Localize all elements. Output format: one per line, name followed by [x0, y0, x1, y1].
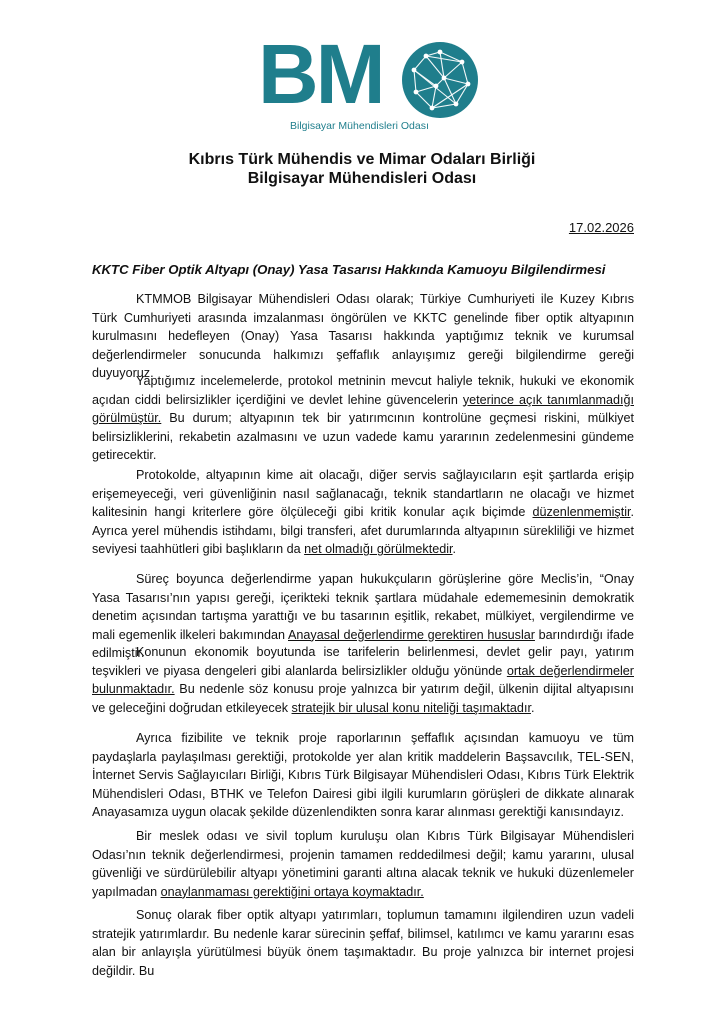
underlined-text: ortak değerlendirmeler bulunmaktadır.	[92, 663, 634, 697]
paragraph-1: KTMMOB Bilgisayar Mühendisleri Odası olarak; Türkiye Cumhuriyeti ile Kuzey Kıbrıs Türk Cumhuriyeti arasında imzalanması öngörülen ve KKTC genelinde fiber optik altyapının kurulmasını hedefleyen (Onay) Yasa Tasarısı hakkında yaptığımız teknik ve kurumsal değerlendirmeler sonucunda halkımızı şeffaflık anlayışımız gereği bilgilendirme gereği duyuyoruz.	[92, 292, 634, 381]
paragraph-8: Sonuç olarak fiber optik altyapı yatırımları, toplumun tamamını ilgilendiren uzun vadeli stratejik yatırımlardır. Bu nedenle karar sürecinin şeffaf, bilimsel, katılımcı ve kamu yararını esas alan bir anlayışla yürütülmesi büyük önem taşımaktadır. Bu proje yalnızca bir internet projesi değildir. Bu	[92, 908, 634, 978]
paragraph-2: Yaptığımız incelemelerde, protokol metninin mevcut haliyle teknik, hukuki ve ekonomik açıdan ciddi belirsizlikler içerdiğini ve devlet lehine güvencelerin yeterince açık tanımlanmadığı görülmüştür. Bu durum; altyapının tek bir yatırımcının kontrolüne geçmesi riskini, mülkiyet belirsizliklerini, rekabetin azalmasını ve uzun vadede kamu yararının zedelenmesini gündeme getirecektir.	[92, 374, 634, 463]
paragraph-3: Protokolde, altyapının kime ait olacağı, diğer servis sağlayıcıların eşit şartlarda erişip erişemeyeceği, veri güvenliğinin nasıl sağlanacağı, teknik standartların ne olacağı ve hizmet kalitesinin hangi kriterlere göre ölçüleceği gibi kritik konular açık biçimde düzenlenmemiştir. Ayrıca yerel mühendis istihdamı, bilgi transferi, afet durumlarında altyapının sürekliliği ve hizmet seviyesi taahhütleri gibi başlıkların da net olmadığı görülmektedir.	[92, 468, 634, 557]
underlined-text: düzenlenmemiştir	[532, 505, 631, 520]
underlined-text: net olmadığı görülmektedir	[304, 542, 453, 557]
header-line-2: Bilgisayar Mühendisleri Odası	[247, 170, 477, 187]
bmo-logo	[258, 27, 488, 138]
document-date: 17.02.2026	[568, 220, 634, 235]
header-line-1: Kıbrıs Türk Mühendis ve Mimar Odaları Birliği	[188, 151, 536, 168]
paragraph-6: Ayrıca fizibilite ve teknik proje raporlarının şeffaflık açısından kamuoyu ve tüm paydaşlarla paylaşılması gerektiği, protokolde yer alan kritik maddelerin Başsavcılık, TEL-SEN, İnternet Servis Sağlayıcıları Birliği, Kıbrıs Türk Bilgisayar Mühendisleri Odası, Kıbrıs Türk Elektrik Mühendisleri Odası, BTHK ve Telefon Dairesi gibi ilgili kurumların görüşleri de dikkate alınarak Anayasamıza uygun olacak şekilde düzenlendikten sonra karar alınması gerektiği kanısındayız.	[92, 731, 634, 820]
network-globe-icon	[400, 40, 480, 120]
paragraph-5: Konunun ekonomik boyutunda ise tarifelerin belirlenmesi, devlet gelir payı, yatırım teşvikleri ve piyasa dengeleri gibi alanlarda belirsizlikler olduğu yönünde ortak değerlendirmeler bulunmaktadır. Bu nedenle söz konusu proje yalnızca bir yatırım değil, ülkenin dijital altyapısını ve geleceğini doğrudan etkileyecek stratejik bir ulusal konu niteliği taşımaktadır.	[92, 645, 634, 715]
underlined-text: Anayasal değerlendirme gerektiren hususlar	[288, 627, 535, 642]
paragraph-7: Bir meslek odası ve sivil toplum kuruluşu olan Kıbrıs Türk Bilgisayar Mühendisleri Odası’nın teknik değerlendirmesi, projenin tamamen reddedilmesi değil; kamu yararını, ulusal güvenliği ve sürdürülebilir altyapı yönetimini garanti altına alacak teknik ve hukuki düzenlemeler yapılmadan onaylanmaması gerektiğini ortaya koymaktadır.	[92, 829, 634, 899]
underlined-text: yeterince açık tanımlanmadığı görülmüştür.	[92, 392, 634, 426]
underlined-text: stratejik bir ulusal konu niteliği taşımaktadır	[291, 700, 531, 715]
paragraph-4: Süreç boyunca değerlendirme yapan hukukçuların görüşlerine göre Meclis’in, “Onay Yasa Tasarısı’nın yapısı gereği, içerikteki teknik şartlara müdahale edememesinin demokratik denetim açısından tartışma yarattığı ve bu tasarının eşitlik, rekabet, mülkiyet, vergilendirme ve mali egemenlik ilkeleri bakımından Anayasal değerlendirme gerektiren hususlar barındırdığı ifade edilmiştir.	[92, 572, 634, 661]
underlined-text: onaylanmaması gerektiğini ortaya koymaktadır.	[160, 884, 424, 899]
document-title: KKTC Fiber Optik Altyapı (Onay) Yasa Tasarısı Hakkında Kamuoyu Bilgilendirmesi	[92, 262, 606, 277]
logo-subtitle: Bilgisayar Mühendisleri Odası	[290, 120, 429, 132]
logo-letters: BM	[258, 27, 383, 121]
